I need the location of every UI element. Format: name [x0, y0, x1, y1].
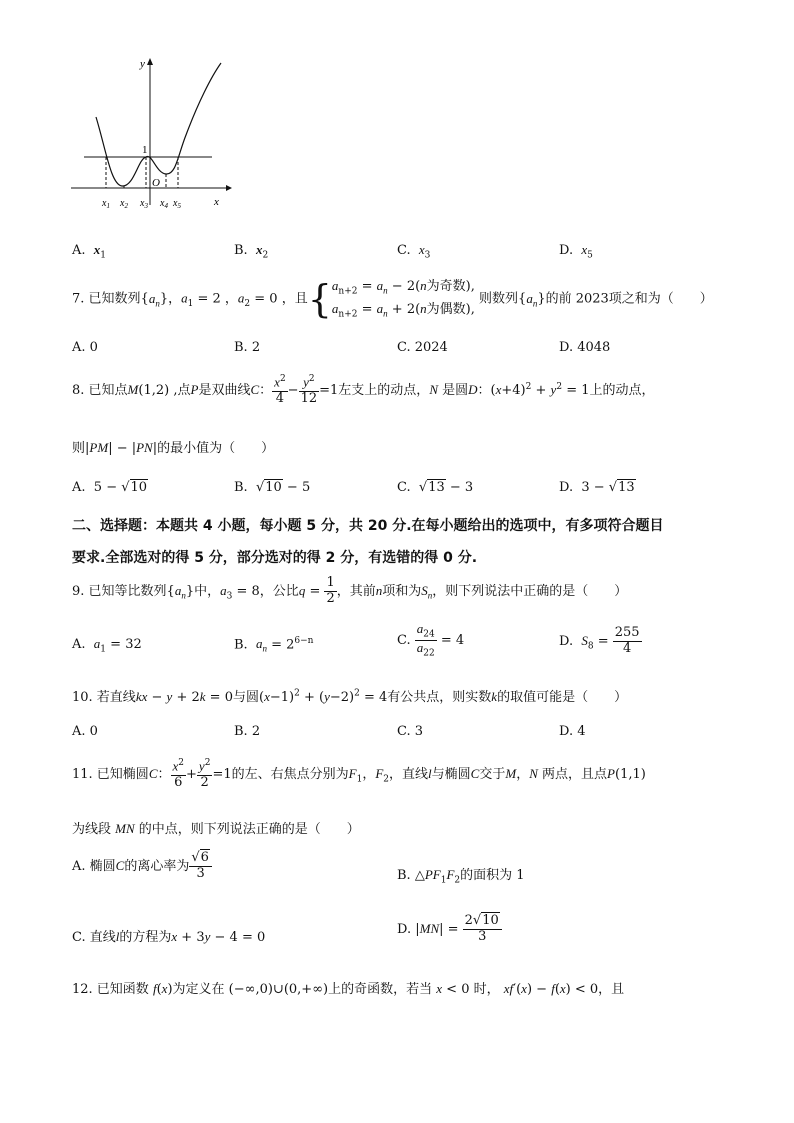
q6-option-d: D. $x_5$	[559, 242, 593, 261]
svg-text:x2: $x_2$	[120, 198, 128, 210]
q8-stem: 8. 已知点M(1,2) ,点P是双曲线C： $\frac{x^2}{4}$ − $\frac{y^2}{12}$ =1左支上的动点，N 是圆D：$(x+4)^2 + y^2 = 1$上的动点，	[72, 374, 655, 407]
q12-stem: 12. 已知函数 f(x)为定义在 (−∞,0)∪(0,+∞)上的奇函数，若当 x < 0 时， xf′(x) − f(x) < 0，且	[72, 981, 625, 997]
q10-stem: 10. 若直线kx − y + 2k = 0与圆$(x-1)^2 + (y-2)^2 = 4$有公共点，则实数k的取值可能是（ ）	[72, 688, 628, 705]
q7-stem: 7. 已知数列$\{a_n\}$，$a_1 = 2$ ，$a_2 = 0$ ，且{$a_{n+2} = a_n - 2(n$为奇数), $a_{n+2} = a_n + 2(n$为偶数), 则数列$\{a_n\}$的前 2023项之和为（ ）	[72, 277, 713, 322]
q9-option-d: D. $S_8$ = $\frac{255}{4}$	[559, 625, 640, 656]
q6-option-a: A. $x_1$	[72, 242, 107, 261]
svg-text:x3: $x_3$	[140, 198, 148, 210]
q6-option-b: B. $x_2$	[234, 242, 269, 261]
x-axis-label: x	[214, 196, 219, 208]
svg-text:x5: $x_5$	[173, 198, 181, 210]
q10-option-b: B. 2	[234, 724, 261, 739]
q7-option-a: A. 0	[72, 340, 98, 355]
section2-heading-line2: 要求.全部选对的得 5 分，部分选对的得 2 分，有选错的得 0 分.	[72, 550, 478, 566]
q9-option-c: C. $\frac{a_{24}}{a_{22}}$ = 4	[397, 621, 465, 659]
q10-option-d: D. 4	[559, 724, 586, 739]
q6-option-c: C. $x_3$	[397, 242, 431, 261]
q11-option-d: D. |MN| = $\frac{2√10}{3}$	[397, 914, 502, 945]
q8-option-d: D. 3 − √13	[559, 480, 635, 495]
q11-option-b: B. $\triangle PF_1F_2$的面积为 1	[397, 867, 525, 886]
svg-text:x1: $x_1$	[102, 198, 110, 210]
q9-stem: 9. 已知等比数列$\{a_n\}$中，$a_3 = 8$，公比q = $\frac{1}{2}$ ，其前n项和为$S_n$，则下列说法中正确的是（ ）	[72, 575, 628, 606]
q7-option-c: C. 2024	[397, 340, 448, 355]
q10-option-a: A. 0	[72, 724, 98, 739]
svg-text:x4: $x_4$	[160, 198, 168, 210]
q11-line2: 为线段 MN 的中点，则下列说法正确的是（ ）	[72, 821, 360, 837]
function-graph	[66, 55, 236, 215]
q7-option-b: B. 2	[234, 340, 261, 355]
one-label: 1	[142, 144, 148, 156]
q11-option-c: C. 直线l的方程为x + 3y − 4 = 0	[72, 929, 266, 945]
q9-option-a: A. $a_1 = 32$	[72, 636, 142, 655]
section2-heading-line1: 二、选择题：本题共 4 小题，每小题 5 分，共 20 分.在每小题给出的选项中，有多项符合题目	[72, 518, 664, 534]
q8-option-a: A. 5 − √10	[72, 480, 148, 495]
q7-option-d: D. 4048	[559, 340, 611, 355]
y-axis-label: y	[140, 58, 145, 70]
q9-option-b: B. $a_n = 2^{6-n}$	[234, 636, 314, 654]
q10-option-c: C. 3	[397, 724, 424, 739]
q8-option-b: B. √10 − 5	[234, 480, 311, 495]
q8-option-c: C. √13 − 3	[397, 480, 474, 495]
q11-stem: 11. 已知椭圆C： $\frac{x^2}{6}$ + $\frac{y^2}{2}$ =1的左、右焦点分别为$F_1$，$F_2$，直线l与椭圆C交于M，N 两点，且点P(1,1)	[72, 758, 646, 791]
q8-line2: 则|PM| − |PN|的最小值为（ ）	[72, 440, 275, 456]
q11-option-a: A. 椭圆C的离心率为 $\frac{√6}{3}$	[72, 851, 212, 882]
origin-label: O	[152, 177, 160, 189]
